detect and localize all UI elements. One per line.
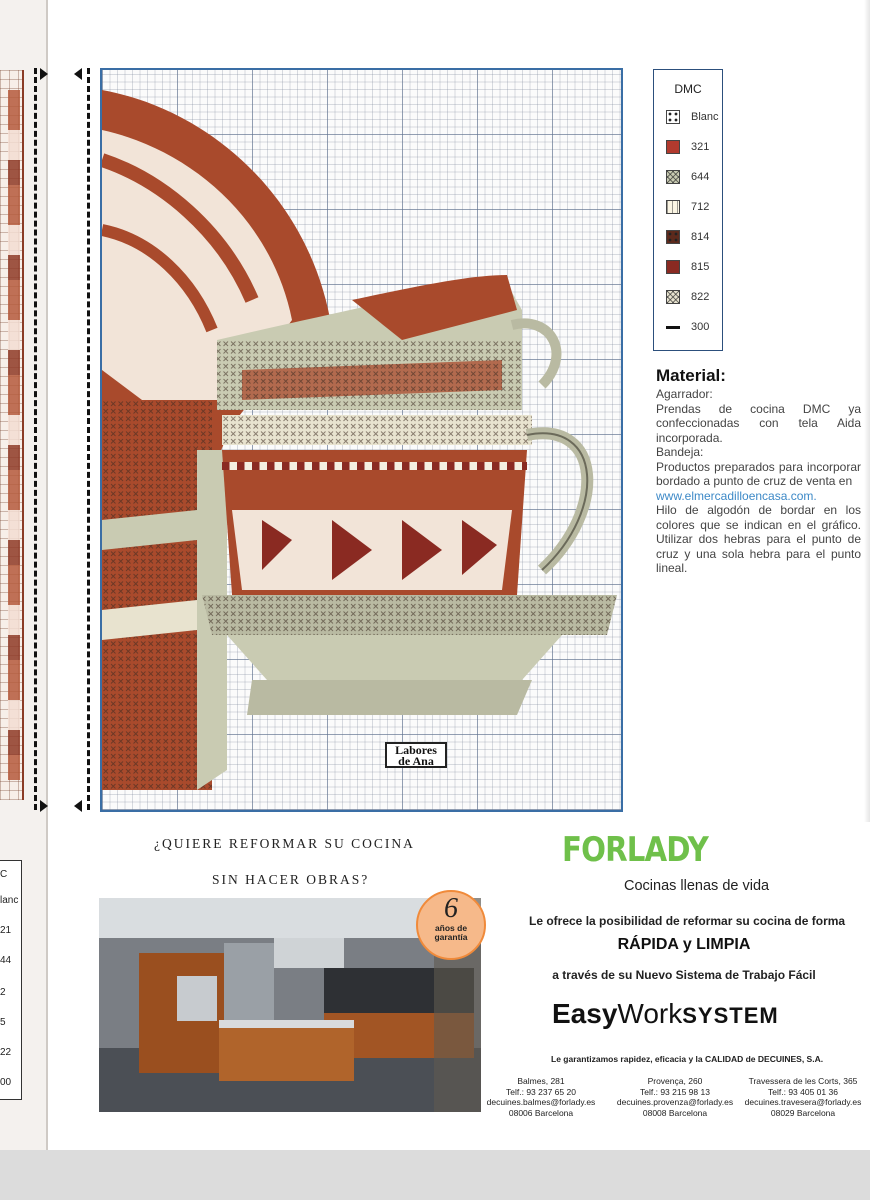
color-swatch xyxy=(666,290,680,304)
left-legend-text: 5 xyxy=(0,1017,6,1028)
address-phone: Telf.: 93 405 01 36 xyxy=(768,1086,838,1097)
legend-code: Blanc xyxy=(691,111,719,123)
color-swatch xyxy=(666,170,680,184)
material-line: Prendas de cocina DMC ya confeccionadas con tela Aida incorporada. xyxy=(656,401,861,445)
address-email: decuines.provenza@forlady.es xyxy=(616,1097,734,1107)
left-legend-fragment xyxy=(0,860,22,1100)
badge-text: años de garantía xyxy=(434,923,468,942)
address-street: Travessera de les Corts, 365 xyxy=(748,1076,858,1086)
address-block xyxy=(610,1076,740,1118)
bowl-rim-stitches xyxy=(222,415,532,445)
logo-line-2: de Ana xyxy=(398,754,434,768)
left-legend-text: 44 xyxy=(0,955,12,966)
logo-easy: Easy xyxy=(552,998,618,1029)
ad-tagline: Cocinas llenas de vida xyxy=(624,878,770,894)
material-line: Productos preparados para incorporar bordado a punto de cruz de venta en xyxy=(656,459,861,488)
address-email: decuines.balmes@forlady.es xyxy=(486,1097,596,1107)
badge-number: 6 xyxy=(444,893,458,924)
legend-title: DMC xyxy=(674,82,702,96)
saucer-stitches xyxy=(202,595,617,635)
center-marker-left xyxy=(34,68,37,810)
plate-stitches xyxy=(102,400,212,790)
dmc-legend xyxy=(653,69,723,351)
address-phone: Telf.: 93 215 98 13 xyxy=(640,1086,710,1097)
bowl-band xyxy=(222,462,527,470)
material-line: Agarrador: xyxy=(656,387,713,401)
address-block xyxy=(476,1076,606,1118)
easyworksystem-logo xyxy=(552,998,779,1030)
lid-stitches xyxy=(217,340,522,410)
forlady-logo: FORLADY xyxy=(562,830,708,870)
legend-code: 644 xyxy=(691,171,710,183)
material-section xyxy=(656,366,861,576)
legend-code: 300 xyxy=(691,321,710,333)
ad-offer: Le ofrece la posibilidad de reformar su cocina de forma xyxy=(529,914,846,928)
left-legend-text: C xyxy=(0,869,8,880)
ad-emphasis: RÁPIDA y LIMPIA xyxy=(617,936,751,953)
address-city: 08006 Barcelona xyxy=(508,1107,574,1118)
address-street: Balmes, 281 xyxy=(517,1076,565,1086)
arrow-left-top xyxy=(74,68,82,80)
saucer-base xyxy=(227,635,562,680)
address-phone: Telf.: 93 237 65 20 xyxy=(506,1086,576,1097)
shop-link[interactable]: www.elmercadilloencasa.com. xyxy=(656,488,817,503)
left-legend-text: 2 xyxy=(0,987,6,998)
address-email: decuines.travesera@forlady.es xyxy=(744,1097,862,1107)
logo-system: SYSTEM xyxy=(682,1003,779,1028)
left-legend-text: 00 xyxy=(0,1077,12,1088)
forlady-advertisement xyxy=(64,822,870,1150)
ad-question-line-2: SIN HACER OBRAS? xyxy=(212,872,370,887)
left-legend-text: 21 xyxy=(0,925,12,936)
color-swatch xyxy=(666,230,680,244)
color-swatch xyxy=(666,140,680,154)
legend-code: 712 xyxy=(691,201,710,213)
left-chart-fragment xyxy=(0,70,24,800)
cross-stitch-chart xyxy=(100,68,623,812)
left-legend-text: 22 xyxy=(0,1047,12,1058)
legend-code: 822 xyxy=(691,291,710,303)
material-line: Hilo de algodón de bordar en los colores que se indican en el gráfico. Utilizar dos hebras para el punto de cruz y una sola hebra para el punto lineal. xyxy=(656,503,861,575)
labores-logo xyxy=(385,742,447,768)
logo-work: Work xyxy=(617,998,683,1029)
center-marker-right xyxy=(87,68,90,810)
arrow-left-bottom xyxy=(74,800,82,812)
scan-bottom-strip xyxy=(0,1150,870,1200)
address-block xyxy=(738,1076,868,1118)
legend-code: 815 xyxy=(691,261,710,273)
ad-question-line-1: ¿QUIERE REFORMAR SU COCINA xyxy=(154,836,415,851)
ad-through: a través de su Nuevo Sistema de Trabajo Fácil xyxy=(552,968,816,982)
color-swatch xyxy=(666,110,680,124)
lower-handle xyxy=(527,433,587,570)
material-heading: Material: xyxy=(656,366,726,385)
guarantee-badge xyxy=(416,890,486,960)
backstitch-line-swatch xyxy=(666,326,680,329)
color-swatch xyxy=(666,200,680,214)
saucer-foot xyxy=(247,680,532,715)
chart-pattern-drawing xyxy=(102,70,621,810)
color-swatch xyxy=(666,260,680,274)
legend-code: 814 xyxy=(691,231,710,243)
material-line: Bandeja: xyxy=(656,445,704,459)
left-legend-text: lanc xyxy=(0,895,19,906)
ad-guarantee: Le garantizamos rapidez, eficacia y la CALIDAD de DECUINES, S.A. xyxy=(551,1054,824,1064)
address-city: 08029 Barcelona xyxy=(770,1107,836,1118)
legend-code: 321 xyxy=(691,141,710,153)
address-street: Provença, 260 xyxy=(647,1076,703,1086)
logo-line-1: Labores xyxy=(395,743,437,757)
arrow-right-bottom xyxy=(40,800,48,812)
address-city: 08008 Barcelona xyxy=(642,1107,708,1118)
arrow-right-top xyxy=(40,68,48,80)
